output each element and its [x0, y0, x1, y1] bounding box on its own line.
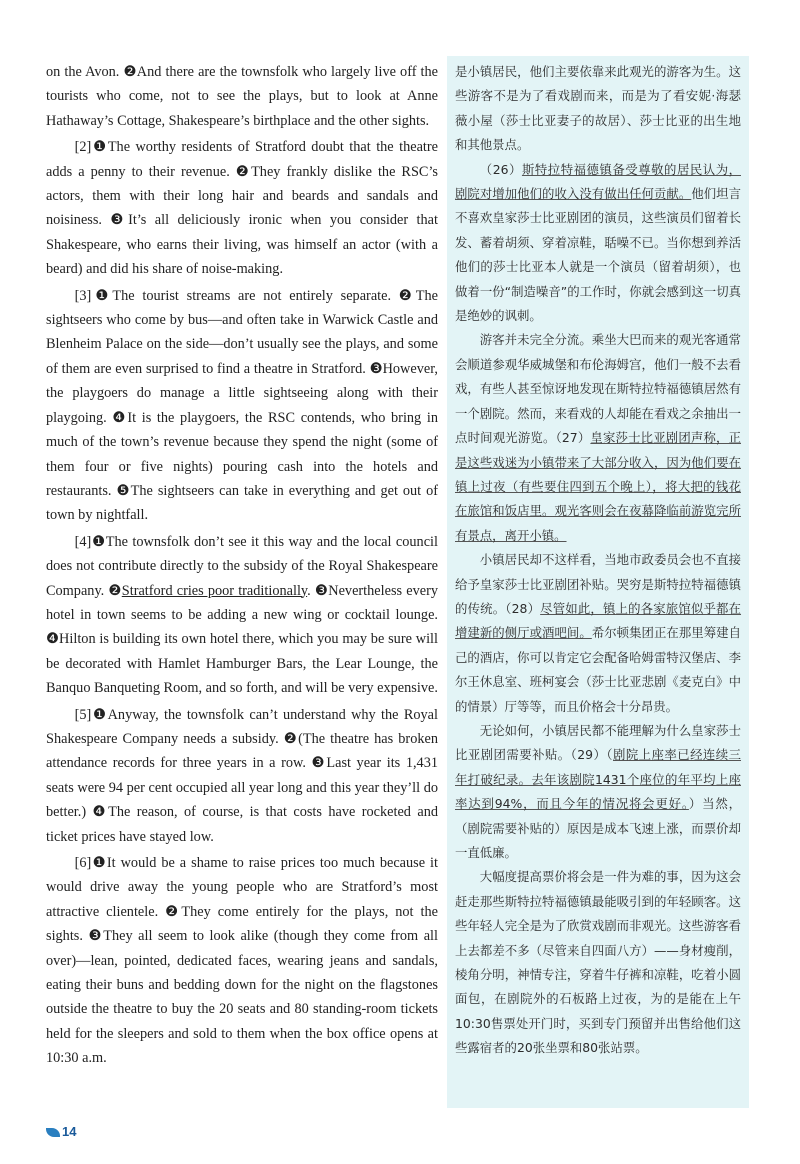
note-29-text: 剧院上座率已经连续三年打破纪录。去年该剧院1431个座位的年平均上座率达到94%，而且今年的情况将会更好。: [455, 747, 741, 812]
english-text-column: [46, 60, 438, 1073]
underlined-sentence: Stratford cries poor traditionally: [121, 582, 308, 599]
translation-para-5: [455, 719, 741, 865]
translation-para-4-rest: 希尔顿集团正在那里筹建自己的酒店，你可以肯定它会配备哈姆雷特汉堡店、李尔王休息室、班柯宴会（莎士比亚悲剧《麦克白》中的情景）厅等等，而且价格会十分昂贵。: [455, 625, 742, 714]
translation-para-4: [455, 548, 741, 719]
paragraph-5: [5]❶Anyway, the townsfolk can’t understand why the Royal Shakespeare Company needs a subsidy. ❷(The theatre has broken attendance records for three years in a row. ❸Last year its 1,431 seats were 94 per cent occupied all year long and this year they’ll do better.) ❹The reason, of course, is that costs have rocketed and ticket prices have stayed low.: [46, 706, 438, 845]
paragraph-4-rest: . ❸Nevertheless every hotel in town seems to be adding a new wing or cocktail lounge. ❹Hilton is building its own hotel there, which you may be sure will be decorated with Hamlet Hamburger Bars, the Lear Lounge, the Banquo Banqueting Room, and so forth, and will be very expensive.: [46, 582, 438, 697]
paragraph-4: [46, 530, 438, 701]
paragraph-2: [2]❶The worthy residents of Stratford doubt that the theatre adds a penny to their revenue. ❷They frankly dislike the RSC’s actors, them with their long hair and beards and sandals and noisiness. ❸It’s all deliciously ironic when you consider that Shakespeare, who earns their living, was himself an actor (with a beard) and did his share of noise-making.: [46, 139, 438, 278]
translation-para-1: 是小镇居民，他们主要依靠来此观光的游客为生。这些游客不是为了看戏剧而来，而是为了看安妮·海瑟薇小屋（莎士比亚妻子的故居）、莎士比亚的出生地和其他景点。: [455, 64, 741, 153]
translation-para-6: 大幅度提高票价将会是一件为难的事，因为这会赶走那些斯特拉特福德镇最能吸引到的年轻顾客。这些年轻人完全是为了欣赏戏剧而非观光。这些游客看上去都差不多（尽管来自四面八方）——身材瘦削，棱角分明，神情专注，穿着牛仔裤和凉鞋，吃着小圆面包，在剧院外的石板路上过夜，为的是能在上午10:30售票处开门时，买到专门预留并出售给他们这些露宿者的20张坐票和80张站票。: [455, 869, 741, 1056]
note-28-text: 尽管如此，镇上的各家旅馆似乎都在增建新的侧厅或酒吧间。: [455, 600, 742, 641]
paragraph-3: [3]❶The tourist streams are not entirely separate. ❷The sightseers who come by bus—and often take in Warwick Castle and Blenheim Palace on the side—don’t usually see the plays, and some of them are even surprised to find a theatre in Stratford. ❸However, the playgoers do manage a little sightseeing along with their playgoing. ❹It is the playgoers, the RSC contends, who bring in much of the town’s revenue because they spend the night (some of them four or five nights) pouring cash into the hotels and restaurants. ❺The sightseers can take in everything and get out of town by nightfall.: [46, 287, 438, 524]
page-number: 14: [62, 1124, 77, 1139]
note-26-marker: （26）: [479, 161, 522, 177]
translation-para-3: [455, 328, 741, 548]
paragraph-4-start: [4]❶The townsfolk don’t see it this way and the local council does not contribute directly to the subsidy of the Royal Shakespeare Company. ❷: [46, 533, 438, 599]
page-footer: [46, 1124, 76, 1139]
note-27-text: 皇家莎士比亚剧团声称，正是这些戏迷为小镇带来了大部分收入，因为他们要在镇上过夜（有些要住四到五个晚上），将大把的钱花在旅馆和饭店里。观光客则会在夜幕降临前游览完所有景点，离开小镇。: [455, 430, 741, 543]
translation-para-3-start: 游客并未完全分流。乘坐大巴而来的观光客通常会顺道参观华威城堡和布伦海姆宫，他们一般不去看戏，有些人甚至惊讶地发现在斯特拉特福德镇居然有一个剧院。然而，来看戏的人却能在看戏之余抽出一点时间观光游览。（27）: [455, 332, 741, 446]
chinese-translation-panel: [447, 56, 749, 1108]
paragraph-1-end: on the Avon. ❷And there are the townsfolk who largely live off the tourists who come, not to see the plays, but to look at Anne Hathaway’s Cottage, Shakespeare’s birthplace and the other sights.: [46, 64, 438, 129]
translation-para-5-start: 无论如何，小镇居民都不能理解为什么皇家莎士比亚剧团需要补贴。（29）（: [455, 722, 741, 763]
translation-para-5-rest: ）当然，（剧院需要补贴的）原因是成本飞速上涨，而票价却一直低廉。: [455, 796, 742, 860]
leaf-icon: [46, 1128, 60, 1137]
paragraph-6: [6]❶It would be a shame to raise prices too much because it would drive away the young people who are Stratford’s most attractive clientele. ❷They come entirely for the plays, not the sights. ❸They all seem to look alike (though they come from all over)—lean, pointed, dedicated faces, wearing jeans and sandals, eating their buns and bedding down for the night on the flagstones outside the theatre to buy the 20 seats and 80 standing-room tickets held for the sleepers and sold to them when the box office opens at 10:30 a.m.: [46, 855, 438, 1067]
translation-para-2-rest: 他们坦言不喜欢皇家莎士比亚剧团的演员，这些演员们留着长发、蓄着胡须、穿着凉鞋，聒噪不已。当你想到养活他们的莎士比亚本人就是一个演员（留着胡须），也做着一份“制造噪音”的工作时，你就会感到这一切真是绝妙的讽刺。: [455, 186, 742, 324]
note-26-text: 斯特拉特福德镇备受尊敬的居民认为，剧院对增加他们的收入没有做出任何贡献。: [455, 161, 741, 202]
translation-para-2: [455, 158, 741, 329]
translation-para-4-start: 小镇居民却不这样看，当地市政委员会也不直接给予皇家莎士比亚剧团补贴。哭穷是斯特拉特福德镇的传统。（28）: [455, 552, 741, 616]
